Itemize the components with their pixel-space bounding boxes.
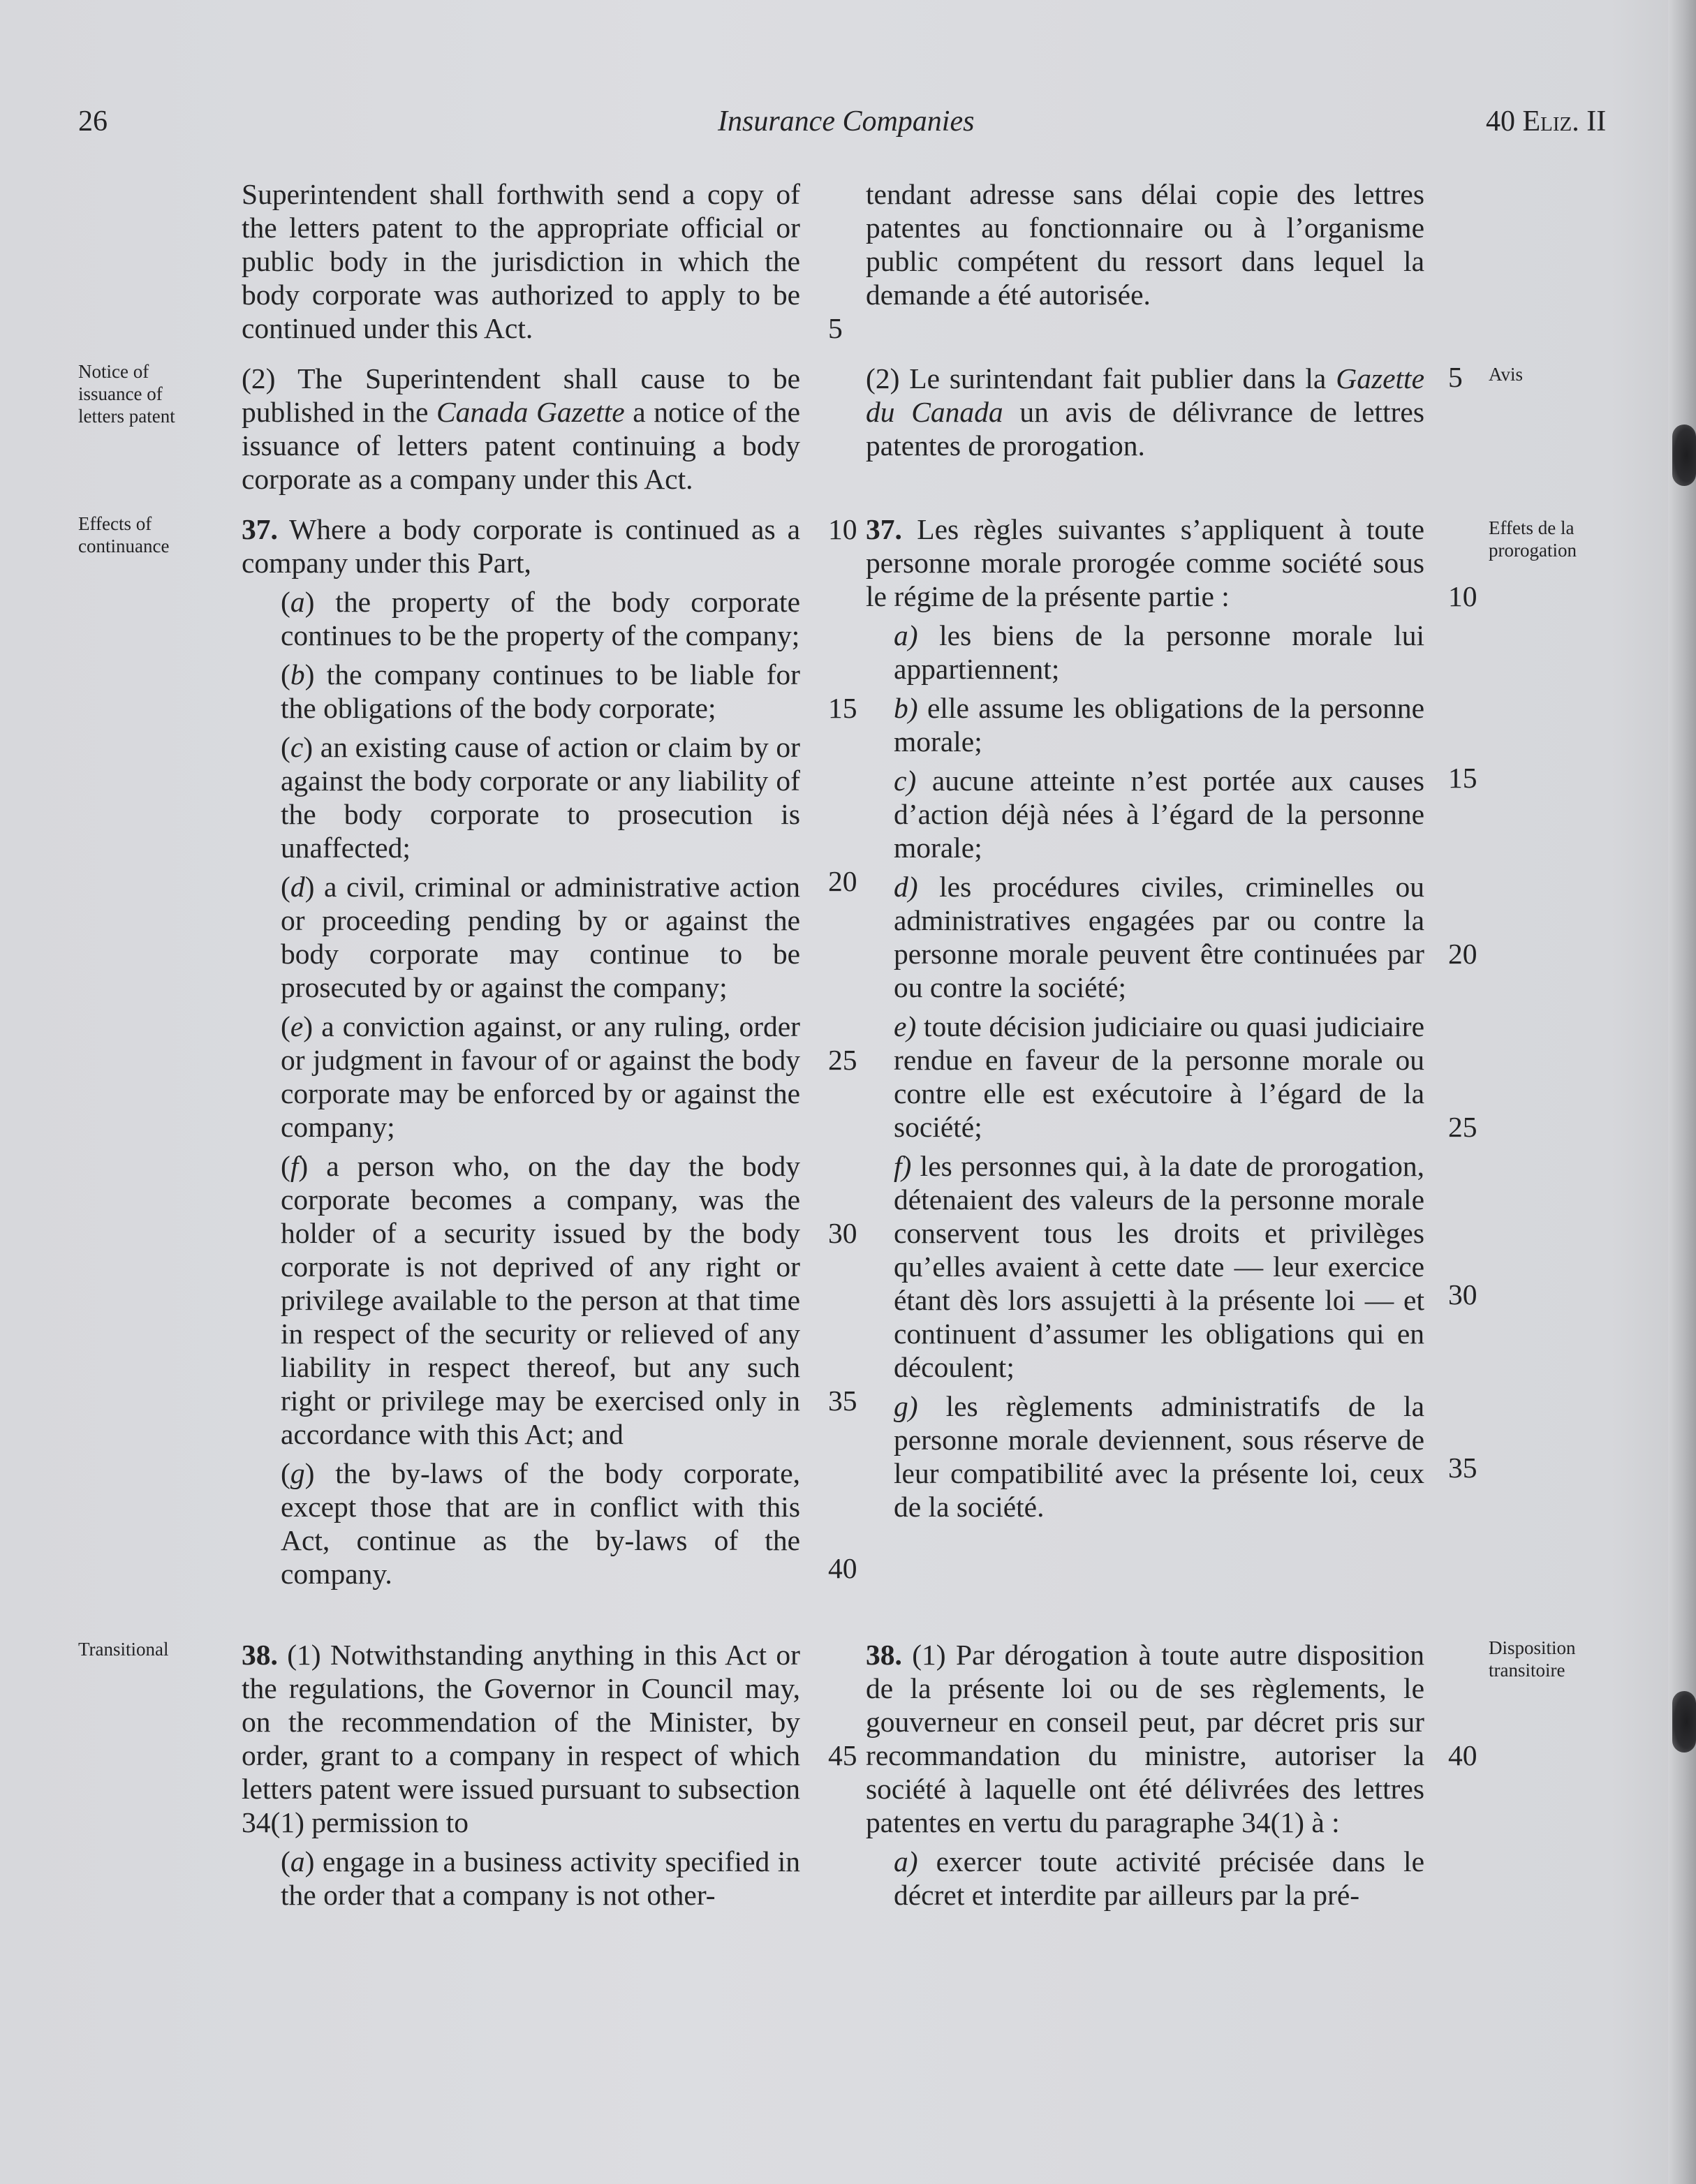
english-subsection-2: (2) The Superintendent shall cause to be published in the Canada Gazette a notice of the issuance of letters patent continuing a body corporate as a company under this Act.	[242, 362, 800, 495]
french-column	[866, 177, 1424, 1523]
list-item: (f) a person who, on the day the body corporate becomes a company, was the holder of a security issued by the body corporate is not deprived of any right or privilege available to the person at that time in respect of the security or relieved of any liability in respect thereof, but any such right or privilege may be exercised only in accordance with this Act; and	[281, 1150, 800, 1450]
binder-spine	[1668, 0, 1696, 2184]
list-item: e) toute décision judiciaire ou quasi judiciaire rendue en faveur de la personne morale ou contre elle est exécutoire à l’égard de la société;	[894, 1010, 1424, 1143]
margin-note-left: Notice of issuance of letters patent	[78, 361, 175, 427]
section-number: 37.	[866, 513, 902, 545]
margin-note-right: Disposition transitoire	[1489, 1637, 1576, 1681]
line-number: 20	[828, 865, 857, 897]
line-number: 15	[1448, 762, 1477, 794]
line-number: 20	[1448, 938, 1477, 970]
margin-note-right: Effets de la prorogation	[1489, 517, 1577, 561]
english-column	[242, 177, 800, 1591]
line-number: 45	[828, 1739, 857, 1771]
line-number: 35	[828, 1385, 857, 1417]
line-number: 5	[828, 312, 843, 344]
english-paragraph: Superintendent shall forthwith send a copy of the letters patent to the appropriate official or public body in the jurisdiction in which the body corporate was authorized to apply to be continued under this Act.	[242, 178, 800, 344]
list-item: (d) a civil, criminal or administrative action or proceeding pending by or against the body corporate may continue to be prosecuted by or against the company;	[281, 871, 800, 1003]
binder-hole-icon	[1672, 425, 1696, 486]
section-number: 37.	[242, 513, 278, 545]
list-item: (a) engage in a business activity specified in the order that a company is not other-	[281, 1845, 800, 1911]
margin-note-left: Effects of continuance	[78, 513, 170, 556]
line-number: 40	[828, 1552, 857, 1584]
list-item: f) les personnes qui, à la date de prorogation, détenaient des valeurs de la personne morale conservent tous les droits et privilèges qu’elles avaient à cette date — leur exercice étant dès lors assujetti à la présente loi — et continuent d’assumer les obligations qui en découlent;	[894, 1150, 1424, 1383]
line-number: 40	[1448, 1739, 1477, 1771]
list-item: (a) the property of the body corporate continues to be the property of the company;	[281, 586, 800, 651]
french-section-37: 37. Les règles suivantes s’appliquent à toute personne morale prorogée comme société sous le régime de la présente partie :	[866, 513, 1424, 612]
list-item: (e) a conviction against, or any ruling, order or judgment in favour of or against the body corporate may be enforced by or against the company;	[281, 1010, 800, 1143]
section-number: 38.	[866, 1639, 902, 1671]
line-number: 15	[828, 692, 857, 724]
english-section-37: 37. Where a body corporate is continued as a company under this Part,	[242, 513, 800, 579]
list-item: g) les règlements administratifs de la personne morale deviennent, sous réserve de leur compatibilité avec la présente loi, ceux de la société.	[894, 1390, 1424, 1523]
list-item: (c) an existing cause of action or claim by or against the body corporate or any liability of the body corporate to prosecution is unaffected;	[281, 731, 800, 864]
english-item-list	[242, 585, 800, 1591]
gazette-title: Canada Gazette	[436, 396, 625, 428]
list-item: d) les procédures civiles, criminelles ou administratives engagées par ou contre la personne morale peuvent être continuées par ou contre la société;	[894, 871, 1424, 1003]
line-number: 25	[1448, 1111, 1477, 1143]
page-number: 26	[78, 105, 108, 138]
list-item: a) les biens de la personne morale lui appartiennent;	[894, 619, 1424, 685]
line-number: 30	[828, 1217, 857, 1249]
line-number: 25	[828, 1044, 857, 1076]
list-item: c) aucune atteinte n’est portée aux causes d’action déjà nées à l’égard de la personne morale;	[894, 765, 1424, 864]
list-item: b) elle assume les obligations de la personne morale;	[894, 692, 1424, 758]
french-section-38-block	[866, 1638, 1424, 1912]
line-number: 10	[828, 513, 857, 545]
regnal-word: Eliz.	[1522, 105, 1579, 138]
line-number: 35	[1448, 1452, 1477, 1484]
regnal-year: 40 Eliz. II	[1486, 105, 1607, 138]
french-section-38: 38. (1) Par dérogation à toute autre disposition de la présente loi ou de ses règlements, le gouverneur en conseil peut, par décret pris sur recommandation du ministre, autoriser la société à laquelle ont été délivrées des lettres patentes en vertu du paragraphe 34(1) à :	[866, 1639, 1424, 1838]
french-item-list	[866, 619, 1424, 1523]
line-number: 30	[1448, 1278, 1477, 1311]
list-item: (g) the by-laws of the body corporate, except those that are in conflict with this Act, continue as the by-laws of the company.	[281, 1457, 800, 1590]
list-item: (b) the company continues to be liable for the obligations of the body corporate;	[281, 658, 800, 724]
binder-hole-icon	[1672, 1691, 1696, 1753]
line-number: 5	[1448, 361, 1463, 393]
margin-note-left: Transitional	[78, 1639, 169, 1660]
running-title: Insurance Companies	[718, 105, 975, 138]
english-section-38: 38. (1) Notwithstanding anything in this Act or the regulations, the Governor in Council may, on the recommendation of the Minister, by order, grant to a company in respect of which letters patent were issued pursuant to subsection 34(1) permission to	[242, 1639, 800, 1838]
list-item: a) exercer toute activité précisée dans le décret et interdite par ailleurs par la pré-	[894, 1845, 1424, 1911]
line-number: 10	[1448, 580, 1477, 612]
section-number: 38.	[242, 1639, 278, 1671]
english-section-38-block	[242, 1638, 800, 1912]
gazette-title: Gazette du Canada	[866, 362, 1424, 428]
margin-note-right: Avis	[1489, 364, 1524, 385]
french-paragraph: tendant adresse sans délai copie des lettres patentes au fonctionnaire ou à l’organisme public compétent du ressort dans lequel la demande a été autorisée.	[866, 178, 1424, 311]
french-subsection-2: (2) Le surintendant fait publier dans la Gazette du Canada un avis de délivrance de lettres patentes de prorogation.	[866, 362, 1424, 462]
